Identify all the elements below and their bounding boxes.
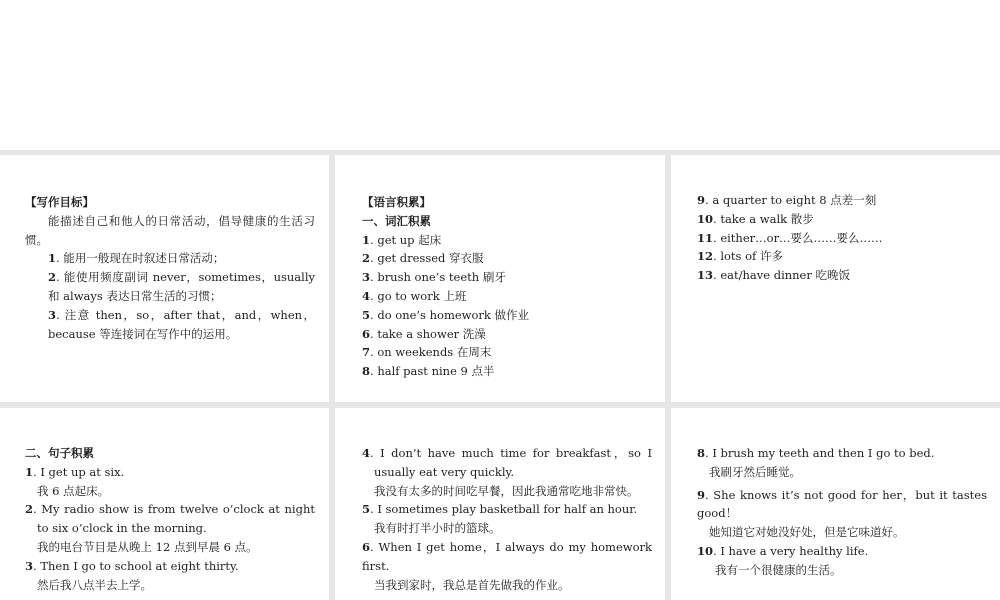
vocab-text: . on weekends 在周末 xyxy=(370,345,492,360)
sentence-item xyxy=(697,486,987,542)
vocab-text: . take a walk 散步 xyxy=(713,211,814,226)
vocab-text: . go to work 上班 xyxy=(370,288,467,303)
sentence-number: 6 xyxy=(362,539,371,554)
sentence-item xyxy=(362,500,652,538)
vocab-number: 1 xyxy=(362,232,371,247)
vocab-number: 2 xyxy=(362,251,371,266)
sentence-chinese: 然后我八点半去上学。 xyxy=(37,577,152,592)
vocabulary-continued-panel xyxy=(671,155,1000,402)
sentence-english: . When I get home，I always do my homework first. xyxy=(362,539,652,573)
vocab-number: 3 xyxy=(362,270,371,285)
sentence-number: 4 xyxy=(362,446,371,460)
vocabulary-subheading: 一、词汇积累 xyxy=(362,213,431,228)
goal-item xyxy=(25,249,315,268)
vocab-text: . take a shower 洗澡 xyxy=(370,326,486,341)
vocab-text: . get dressed 穿衣服 xyxy=(370,251,484,266)
sentence-item xyxy=(362,444,652,500)
vocab-number: 12 xyxy=(697,249,714,264)
writing-goals-heading: 【写作目标】 xyxy=(25,195,94,209)
sentence-english: . I sometimes play basketball for half an hour. xyxy=(370,502,638,517)
vocabulary-panel xyxy=(335,155,665,402)
vocab-text: . a quarter to eight 8 点差一刻 xyxy=(705,193,877,207)
vocab-number: 13 xyxy=(697,268,714,283)
sentence-item xyxy=(697,542,987,580)
sentence-chinese: 我刷牙然后睡觉。 xyxy=(709,464,801,479)
vocab-text: . either…or…要么……要么…… xyxy=(713,230,883,245)
sentence-item xyxy=(25,500,315,556)
sentence-chinese: 我的电台节目是从晚上 12 点到早晨 6 点。 xyxy=(37,539,258,554)
top-blank-area xyxy=(0,0,1000,150)
vocab-item xyxy=(697,191,987,210)
vocab-text: . half past nine 9 点半 xyxy=(370,364,495,379)
sentence-item xyxy=(25,463,315,501)
sentence-number: 2 xyxy=(25,502,34,517)
sentence-item xyxy=(697,444,987,482)
vocab-number: 5 xyxy=(362,307,371,322)
vocab-number: 11 xyxy=(697,230,714,245)
goal-text: . 能使用频度副词 never，sometimes，usually 和 always 表达日常生活的习惯； xyxy=(48,270,315,303)
sentences-continued-panel xyxy=(335,408,665,600)
goal-text: . 注意 then，so，after that，and，when，because 等连接词在写作中的运用。 xyxy=(48,307,315,341)
vocab-item xyxy=(697,266,987,285)
sentence-english: . She knows it’s not good for her，but it tastes good！ xyxy=(697,487,987,521)
vocab-item xyxy=(362,249,652,268)
sentence-english: . I don’t have much time for breakfast，so I usually eat very quickly. xyxy=(370,446,652,479)
sentence-english: . I have a very healthy life. xyxy=(713,543,869,558)
vocab-item xyxy=(362,362,652,381)
vocab-number: 8 xyxy=(362,364,371,379)
sentences-final-panel xyxy=(671,408,1000,600)
vocab-item xyxy=(362,343,652,362)
vocab-number: 4 xyxy=(362,288,371,303)
sentences-panel xyxy=(0,408,329,600)
sentence-chinese: 我有时打半小时的篮球。 xyxy=(374,521,501,536)
sentence-chinese: 我 6 点起床。 xyxy=(37,483,110,498)
vocab-number: 10 xyxy=(697,211,714,226)
vocab-text: . get up 起床 xyxy=(370,232,442,247)
goal-item xyxy=(25,268,315,306)
sentence-number: 10 xyxy=(697,543,714,558)
sentence-chinese: 我有一个很健康的生活。 xyxy=(715,562,842,577)
goal-number: 3 xyxy=(48,307,57,322)
goal-number: 2 xyxy=(48,270,57,285)
language-accumulation-heading: 【语言积累】 xyxy=(362,195,431,209)
vocab-item xyxy=(697,210,987,229)
goal-number: 1 xyxy=(48,251,57,266)
sentence-english: . I get up at six. xyxy=(33,464,125,479)
vocab-number: 6 xyxy=(362,326,371,341)
sentence-number: 8 xyxy=(697,446,706,460)
vocab-item xyxy=(362,268,652,287)
sentence-english: . Then I go to school at eight thirty. xyxy=(33,558,239,573)
vocab-item xyxy=(362,306,652,325)
sentence-english: . I brush my teeth and then I go to bed. xyxy=(705,446,935,460)
sentence-english: . My radio show is from twelve o’clock at night to six o’clock in the morning. xyxy=(33,502,315,536)
sentence-item xyxy=(25,557,315,595)
vocab-text: . eat/have dinner 吃晚饭 xyxy=(713,268,851,283)
sentence-number: 3 xyxy=(25,558,34,573)
sentences-heading: 二、句子积累 xyxy=(25,446,94,460)
vocab-item xyxy=(697,247,987,266)
writing-goals-intro: 能描述自己和他人的日常活动，倡导健康的生活习惯。 xyxy=(25,213,315,247)
goal-text: . 能用一般现在时叙述日常活动； xyxy=(56,251,225,266)
vocab-text: . lots of 许多 xyxy=(713,249,783,264)
goal-item xyxy=(25,306,315,344)
sentence-chinese: 当我到家时，我总是首先做我的作业。 xyxy=(374,577,570,592)
sentence-chinese: 我没有太多的时间吃早餐，因此我通常吃地非常快。 xyxy=(374,483,639,498)
sentence-item xyxy=(362,538,652,594)
vocab-number: 7 xyxy=(362,345,371,360)
vocab-text: . do one’s homework 做作业 xyxy=(370,307,530,322)
sentence-chinese: 她知道它对她没好处，但是它味道好。 xyxy=(709,525,905,540)
sentence-number: 1 xyxy=(25,464,34,479)
vocab-item xyxy=(362,325,652,344)
writing-goals-panel xyxy=(0,155,329,402)
vocab-text: . brush one’s teeth 刷牙 xyxy=(370,270,506,285)
vocab-item xyxy=(362,287,652,306)
vocab-number: 9 xyxy=(697,193,706,207)
vocab-item xyxy=(697,229,987,248)
sentence-number: 5 xyxy=(362,502,371,517)
vocab-item xyxy=(362,231,652,250)
sentence-number: 9 xyxy=(697,487,706,502)
